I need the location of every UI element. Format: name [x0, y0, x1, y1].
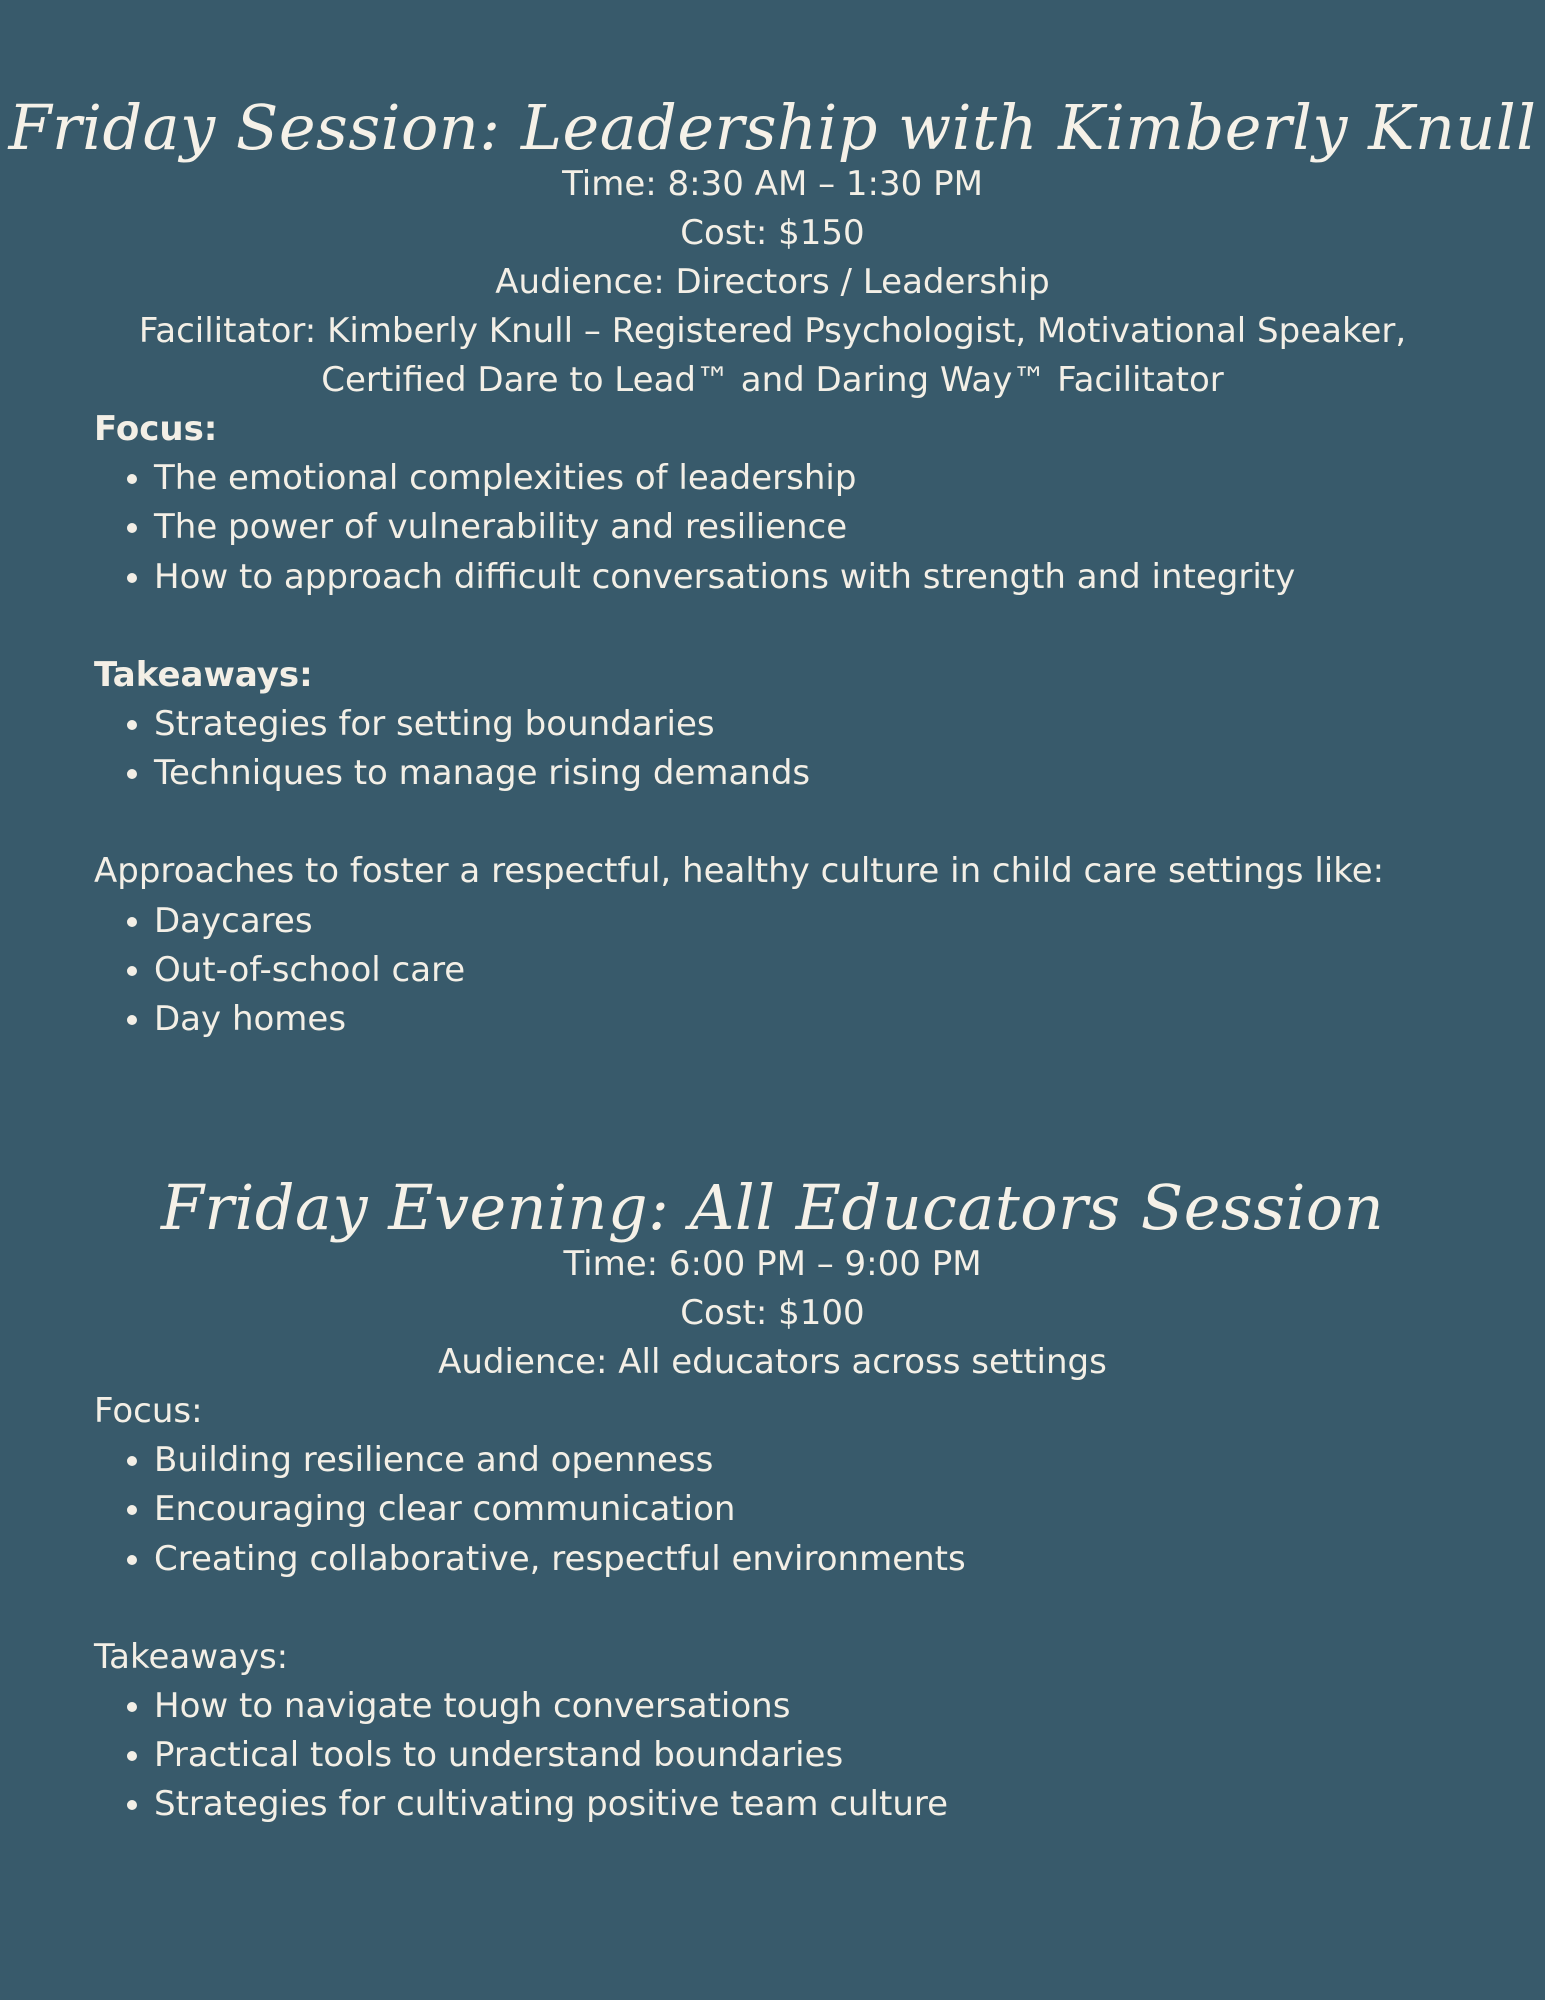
- session-audience: Audience: Directors / Leadership: [495, 262, 1050, 302]
- session-title: Friday Session: Leadership with Kimberly Knull: [8, 91, 1537, 164]
- focus-heading: Focus:: [94, 1391, 203, 1431]
- list-item: • Creating collaborative, respectful environments: [154, 1535, 1465, 1584]
- list-item: • Daycares: [154, 897, 1465, 946]
- list-item: • Day homes: [154, 995, 1465, 1044]
- session-time: Time: 8:30 AM – 1:30 PM: [562, 164, 983, 204]
- list-item: • The emotional complexities of leadership: [154, 454, 1465, 503]
- spacer: [94, 602, 1465, 651]
- session-audience: Audience: All educators across settings: [438, 1342, 1107, 1382]
- takeaways-heading: Takeaways:: [94, 654, 313, 695]
- takeaways-list: [94, 1682, 1465, 1830]
- list-item: • The power of vulnerability and resilience: [154, 503, 1465, 552]
- spacer: [94, 798, 1465, 847]
- session-details: [0, 405, 1545, 1044]
- session-time: Time: 6:00 PM – 9:00 PM: [563, 1244, 982, 1284]
- session-cost: Cost: $150: [680, 213, 865, 253]
- list-item: • Building resilience and openness: [154, 1436, 1465, 1485]
- list-item: • Strategies for setting boundaries: [154, 700, 1465, 749]
- list-item: • How to approach difficult conversations with strength and integrity: [154, 553, 1465, 602]
- friday-leadership-session: [0, 88, 1545, 1044]
- session-title: Friday Evening: All Educators Session: [160, 1171, 1385, 1244]
- focus-list: [94, 1436, 1465, 1584]
- session-facilitator-line1: Facilitator: Kimberly Knull – Registered Psychologist, Motivational Speaker,: [138, 311, 1407, 351]
- list-item: • Techniques to manage rising demands: [154, 749, 1465, 798]
- approaches-list: [94, 897, 1465, 1045]
- list-item: • How to navigate tough conversations: [154, 1682, 1465, 1731]
- spacer: [94, 1584, 1465, 1633]
- session-facilitator-line2: Certified Dare to Lead™ and Daring Way™ Facilitator: [321, 360, 1224, 400]
- friday-evening-session: [0, 1168, 1545, 1830]
- list-item: • Practical tools to understand boundaries: [154, 1731, 1465, 1780]
- list-item: • Encouraging clear communication: [154, 1485, 1465, 1534]
- list-item: • Out-of-school care: [154, 946, 1465, 995]
- takeaways-heading: Takeaways:: [94, 1636, 289, 1677]
- focus-heading: Focus:: [94, 409, 218, 449]
- takeaways-list: [94, 700, 1465, 798]
- approaches-heading: Approaches to foster a respectful, healthy culture in child care settings like:: [94, 851, 1385, 892]
- session-cost: Cost: $100: [680, 1293, 865, 1333]
- focus-list: [94, 454, 1465, 602]
- list-item: • Strategies for cultivating positive team culture: [154, 1780, 1465, 1829]
- session-details: [0, 1387, 1545, 1830]
